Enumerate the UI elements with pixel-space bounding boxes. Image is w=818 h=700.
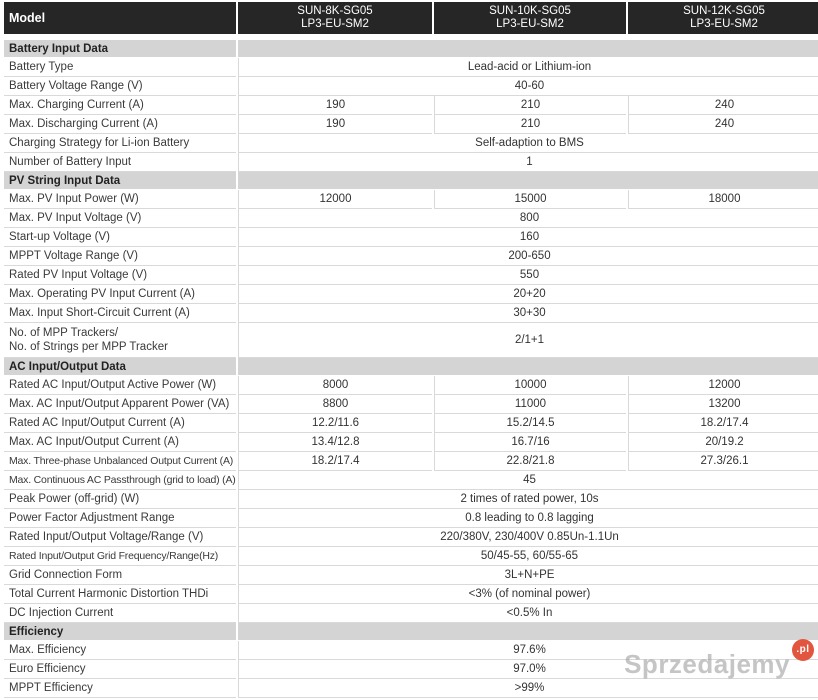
spec-label-text: Max. AC Input/Output Current (A) [9, 436, 180, 448]
spec-value: 15000 [434, 190, 626, 209]
spec-value: 12000 [238, 190, 432, 209]
spec-value: 50/45-55, 60/55-65 [238, 547, 818, 566]
spec-label [4, 96, 236, 115]
spec-label-text: Number of Battery Input [9, 156, 132, 168]
spec-value: 8800 [238, 395, 432, 414]
spec-label [4, 190, 236, 209]
spec-value: 16.7/16 [434, 433, 626, 452]
spec-label [4, 395, 236, 414]
spec-label [4, 134, 236, 153]
spec-label-text: Rated Input/Output Voltage/Range (V) [9, 531, 204, 543]
spec-label-text: Max. Discharging Current (A) [9, 118, 158, 130]
model-header-row [4, 2, 818, 34]
spec-value: 210 [434, 96, 626, 115]
spec-label-text: Start-up Voltage (V) [9, 231, 110, 243]
spec-label [4, 490, 236, 509]
spec-label-text: Max. Input Short-Circuit Current (A) [9, 307, 190, 319]
section-title: Battery Input Data [4, 40, 236, 58]
spec-value: 12.2/11.6 [238, 414, 432, 433]
spec-label-text: Max. Charging Current (A) [9, 99, 144, 111]
spec-row [4, 304, 818, 323]
spec-row [4, 452, 818, 471]
spec-label-text: No. of MPP Trackers/ [9, 327, 119, 339]
spec-label-text: Power Factor Adjustment Range [9, 512, 175, 524]
watermark-badge: .pl [792, 639, 814, 661]
spec-row [4, 585, 818, 604]
spec-label-text: Max. AC Input/Output Apparent Power (VA) [9, 398, 230, 410]
spec-value: <0.5% In [238, 604, 818, 623]
spec-label [4, 528, 236, 547]
spec-row [4, 228, 818, 247]
spec-row [4, 471, 818, 490]
spec-label [4, 153, 236, 172]
spec-value: 1 [238, 153, 818, 172]
spec-label [4, 209, 236, 228]
spec-value: 18.2/17.4 [628, 414, 818, 433]
spec-label-text: Rated AC Input/Output Current (A) [9, 417, 185, 429]
spec-label-text: Max. Operating PV Input Current (A) [9, 288, 195, 300]
spec-label [4, 77, 236, 96]
spec-value: 2/1+1 [238, 323, 818, 358]
spec-label-text: Rated PV Input Voltage (V) [9, 269, 148, 281]
spec-row [4, 285, 818, 304]
section-title: Efficiency [4, 623, 236, 641]
model-line2: LP3-EU-SM2 [496, 18, 564, 30]
spec-label [4, 566, 236, 585]
spec-label [4, 660, 236, 679]
spec-row [4, 547, 818, 566]
spec-label-text: Max. Continuous AC Passthrough (grid to load) (A) [9, 474, 236, 486]
section-header-blank [238, 40, 818, 58]
spec-row [4, 77, 818, 96]
spec-value: 13200 [628, 395, 818, 414]
spec-value: 8000 [238, 376, 432, 395]
spec-label-text: Max. PV Input Voltage (V) [9, 212, 142, 224]
section-title: AC Input/Output Data [4, 358, 236, 376]
spec-value: 3L+N+PE [238, 566, 818, 585]
section-header-row [4, 172, 818, 190]
spec-label-text: Max. PV Input Power (W) [9, 193, 139, 205]
spec-value: 27.3/26.1 [628, 452, 818, 471]
spec-row [4, 433, 818, 452]
spec-row [4, 376, 818, 395]
spec-label [4, 266, 236, 285]
spec-label [4, 452, 236, 471]
spec-value: 160 [238, 228, 818, 247]
model-name [434, 2, 626, 34]
spec-row [4, 604, 818, 623]
model-line2: LP3-EU-SM2 [301, 18, 369, 30]
spec-value: 15.2/14.5 [434, 414, 626, 433]
model-name [628, 2, 818, 34]
spec-row [4, 679, 818, 698]
spec-row [4, 134, 818, 153]
spec-label [4, 604, 236, 623]
spec-label [4, 471, 236, 490]
spec-row [4, 414, 818, 433]
spec-label-text: Euro Efficiency [9, 663, 86, 675]
spec-value: 30+30 [238, 304, 818, 323]
spec-label [4, 304, 236, 323]
spec-row [4, 58, 818, 77]
spec-value: 13.4/12.8 [238, 433, 432, 452]
model-line1: SUN-8K-SG05 [297, 5, 373, 17]
spec-value: 45 [238, 471, 818, 490]
spec-value: 240 [628, 115, 818, 134]
section-header-blank [238, 623, 818, 641]
spec-value: 0.8 leading to 0.8 lagging [238, 509, 818, 528]
watermark-text: Sprzedajemy [624, 649, 790, 679]
spec-label-text: Max. Efficiency [9, 644, 87, 656]
spec-label-text: Rated Input/Output Grid Frequency/Range(Hz) [9, 550, 219, 562]
spec-row [4, 490, 818, 509]
spec-row [4, 247, 818, 266]
spec-row [4, 266, 818, 285]
spec-value: 97.6% [238, 641, 818, 660]
section-header-row [4, 40, 818, 58]
section-title: PV String Input Data [4, 172, 236, 190]
spec-label-text: Battery Type [9, 61, 74, 73]
spec-label-text: Charging Strategy for Li-ion Battery [9, 137, 190, 149]
spec-row [4, 395, 818, 414]
spec-label [4, 228, 236, 247]
spec-label [4, 547, 236, 566]
spec-value: 22.8/21.8 [434, 452, 626, 471]
spec-row [4, 209, 818, 228]
spec-value: 18.2/17.4 [238, 452, 432, 471]
spec-row [4, 115, 818, 134]
spec-value: 190 [238, 115, 432, 134]
spec-value: 10000 [434, 376, 626, 395]
spec-row [4, 509, 818, 528]
spec-label [4, 376, 236, 395]
model-line1: SUN-10K-SG05 [489, 5, 571, 17]
model-label: Model [4, 2, 236, 34]
spec-table [2, 2, 818, 698]
section-header-blank [238, 172, 818, 190]
spec-value: 190 [238, 96, 432, 115]
spec-value: 18000 [628, 190, 818, 209]
spec-label-text: Total Current Harmonic Distortion THDi [9, 588, 209, 600]
spec-value: 20+20 [238, 285, 818, 304]
spec-label-text: Battery Voltage Range (V) [9, 80, 143, 92]
section-header-row [4, 623, 818, 641]
spec-row [4, 153, 818, 172]
spec-value: 12000 [628, 376, 818, 395]
model-line1: SUN-12K-SG05 [683, 5, 765, 17]
spec-label [4, 641, 236, 660]
section-header-blank [238, 358, 818, 376]
spec-value: 40-60 [238, 77, 818, 96]
spec-label-text: Peak Power (off-grid) (W) [9, 493, 140, 505]
spec-label [4, 58, 236, 77]
spec-value: <3% (of nominal power) [238, 585, 818, 604]
spec-value: Lead-acid or Lithium-ion [238, 58, 818, 77]
spec-value: 20/19.2 [628, 433, 818, 452]
spec-label [4, 585, 236, 604]
model-line2: LP3-EU-SM2 [690, 18, 758, 30]
spec-value: 240 [628, 96, 818, 115]
spec-label [4, 323, 236, 358]
section-header-row [4, 358, 818, 376]
spec-label [4, 433, 236, 452]
spec-value: Self-adaption to BMS [238, 134, 818, 153]
spec-row [4, 323, 818, 358]
spec-label [4, 679, 236, 698]
spec-row [4, 190, 818, 209]
spec-value: 800 [238, 209, 818, 228]
spec-row [4, 96, 818, 115]
spec-value: 11000 [434, 395, 626, 414]
spec-row [4, 566, 818, 585]
spec-label-text: MPPT Efficiency [9, 682, 93, 694]
spec-label-text: Rated AC Input/Output Active Power (W) [9, 379, 217, 391]
spec-row [4, 528, 818, 547]
spec-label-text: DC Injection Current [9, 607, 114, 619]
spec-label [4, 509, 236, 528]
spec-label [4, 115, 236, 134]
spec-value: 97.0% [238, 660, 818, 679]
spec-label [4, 247, 236, 266]
spec-label-text-line2: No. of Strings per MPP Tracker [9, 341, 168, 353]
spec-value: 2 times of rated power, 10s [238, 490, 818, 509]
spec-label [4, 414, 236, 433]
model-name [238, 2, 432, 34]
spec-value: 220/380V, 230/400V 0.85Un-1.1Un [238, 528, 818, 547]
spec-table-body [4, 2, 818, 698]
spec-label-text: Max. Three-phase Unbalanced Output Current (A) [9, 455, 234, 467]
spec-value: 200-650 [238, 247, 818, 266]
spec-label-text: MPPT Voltage Range (V) [9, 250, 138, 262]
spec-value: >99% [238, 679, 818, 698]
spec-label [4, 285, 236, 304]
spec-label-text: Grid Connection Form [9, 569, 123, 581]
spec-value: 210 [434, 115, 626, 134]
spec-value: 550 [238, 266, 818, 285]
watermark-logo [624, 644, 810, 680]
